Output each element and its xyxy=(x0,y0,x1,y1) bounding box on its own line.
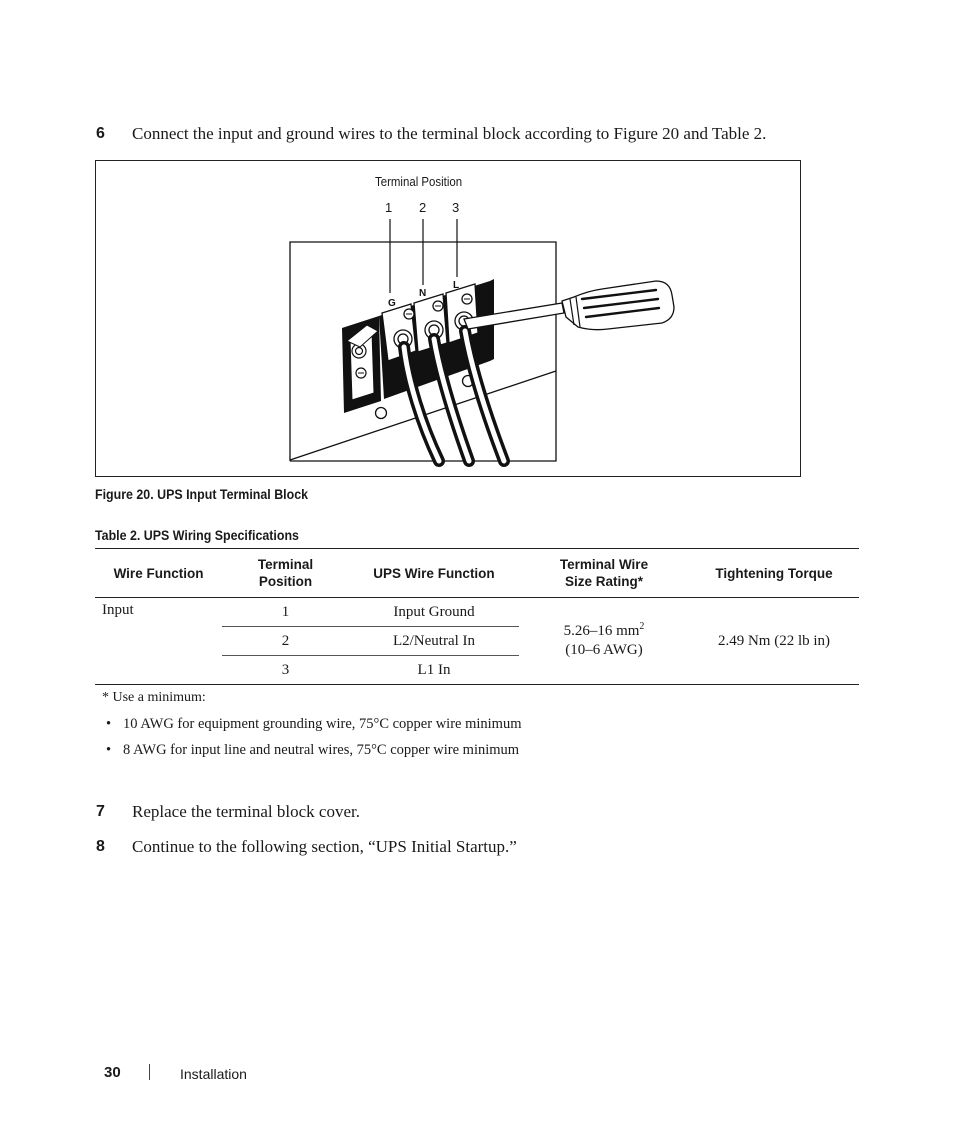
table-header-row xyxy=(95,549,859,598)
terminal-letter-n: N xyxy=(419,288,427,299)
step-number: 8 xyxy=(96,838,105,855)
figure-caption: Figure 20. UPS Input Terminal Block xyxy=(95,487,309,502)
footer-divider xyxy=(149,1064,150,1080)
table-caption: Table 2. UPS Wiring Specifications xyxy=(95,528,299,543)
step-7 xyxy=(96,802,360,822)
page-number: 30 xyxy=(104,1064,121,1081)
cell-position: 1 xyxy=(222,598,349,627)
step-8 xyxy=(96,837,517,857)
cell-position: 3 xyxy=(222,656,349,685)
cell-position: 2 xyxy=(222,627,349,656)
cell-torque: 2.49 Nm (22 lb in) xyxy=(689,598,859,685)
header-ups-wire-function: UPS Wire Function xyxy=(349,549,519,598)
terminal-letter-g: G xyxy=(388,298,396,309)
header-size-rating: Terminal Wire Size Rating* xyxy=(519,549,689,598)
header-torque: Tightening Torque xyxy=(689,549,859,598)
footnote-bullet: • 10 AWG for equipment grounding wire, 75°C copper wire minimum xyxy=(106,716,522,732)
step-number: 6 xyxy=(96,125,105,142)
terminal-block-illustration xyxy=(96,161,800,476)
position-number-1: 1 xyxy=(385,200,393,215)
table-footnote: * Use a minimum: xyxy=(102,690,206,705)
cell-size-rating: 5.26–16 $mm^2$ (10–6 AWG) xyxy=(519,598,689,685)
cell-function: L2/Neutral In xyxy=(349,627,519,656)
position-number-2: 2 xyxy=(419,200,427,215)
step-number: 7 xyxy=(96,803,105,820)
header-terminal-position: Terminal Position xyxy=(222,549,349,598)
cell-function: L1 In xyxy=(349,656,519,685)
table-row xyxy=(95,598,859,627)
cell-wire-function: Input xyxy=(95,598,222,685)
terminal-letter-l: L xyxy=(453,280,460,291)
step-text: Replace the terminal block cover. xyxy=(132,802,360,821)
section-name: Installation xyxy=(180,1066,247,1082)
step-text: Continue to the following section, “UPS Initial Startup.” xyxy=(132,837,517,856)
cell-function: Input Ground xyxy=(349,598,519,627)
step-text: Connect the input and ground wires to the terminal block according to Figure 20 and Table 2. xyxy=(132,124,767,143)
terminal-position-label: Terminal Position xyxy=(375,174,463,189)
step-6 xyxy=(96,124,766,144)
wiring-spec-table xyxy=(95,548,859,685)
header-wire-function: Wire Function xyxy=(95,549,222,598)
figure-terminal-block xyxy=(95,160,801,477)
position-number-3: 3 xyxy=(452,200,460,215)
footnote-bullet: • 8 AWG for input line and neutral wires, 75°C copper wire minimum xyxy=(106,742,520,758)
